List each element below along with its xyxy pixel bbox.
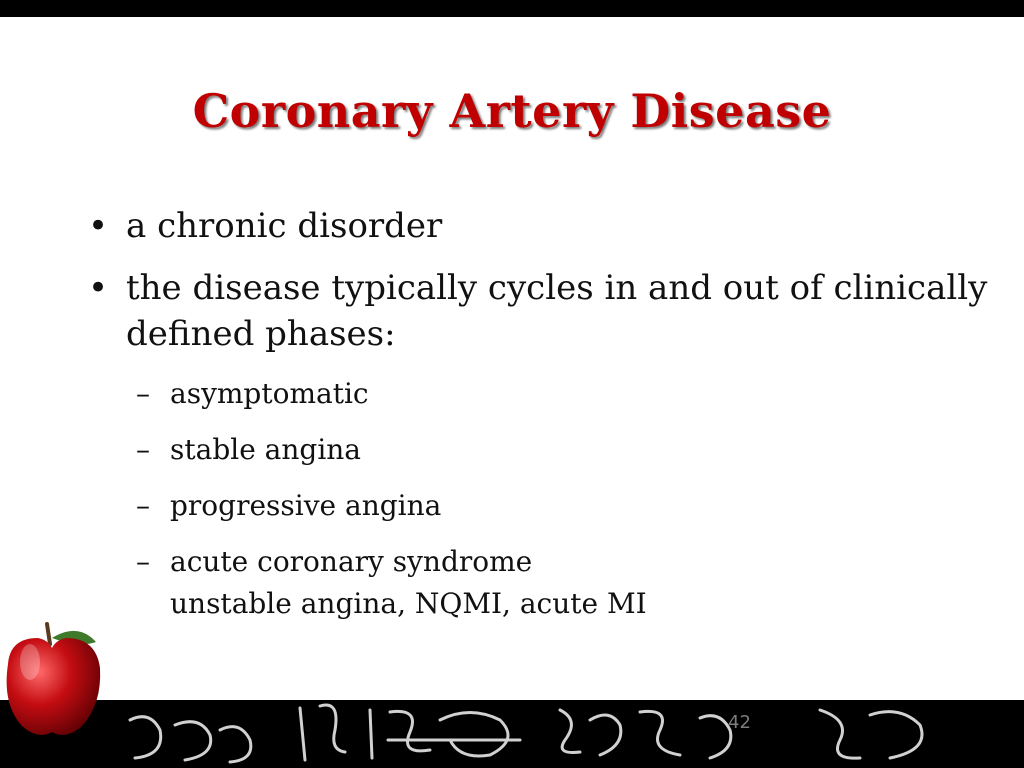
subbullet-text: asymptomatic bbox=[170, 377, 369, 410]
top-bar bbox=[0, 0, 1024, 17]
apple-graphic bbox=[0, 612, 104, 740]
dash-icon: – bbox=[136, 377, 150, 410]
slide-page-number: 42 bbox=[728, 712, 751, 733]
bullet-dot-icon: • bbox=[88, 206, 109, 246]
slide-title: Coronary Artery Disease bbox=[192, 84, 832, 138]
chalkboard-decoration bbox=[0, 700, 1024, 768]
subbullet-item bbox=[88, 485, 988, 527]
subbullet-item bbox=[88, 429, 988, 471]
apple-icon bbox=[0, 612, 104, 740]
subbullet-item bbox=[88, 373, 988, 415]
subbullet-text: progressive angina bbox=[170, 489, 442, 522]
bullet-text: a chronic disorder bbox=[126, 206, 443, 246]
subbullet-text: acute coronary syndrome bbox=[170, 545, 533, 578]
subbullet-text: stable angina bbox=[170, 433, 361, 466]
bullet-item bbox=[88, 265, 988, 357]
dash-icon: – bbox=[136, 489, 150, 522]
dash-icon: – bbox=[136, 545, 150, 578]
subbullet-item bbox=[88, 541, 988, 625]
subbullet-text-line2: unstable angina, NQMI, acute MI bbox=[170, 587, 647, 620]
slide-content bbox=[88, 203, 988, 639]
bullet-text: the disease typically cycles in and out of clinically defined phases: bbox=[126, 268, 988, 354]
bullet-item bbox=[88, 203, 988, 249]
dash-icon: – bbox=[136, 433, 150, 466]
bullet-dot-icon: • bbox=[88, 268, 109, 308]
chalk-marks bbox=[0, 700, 1024, 768]
